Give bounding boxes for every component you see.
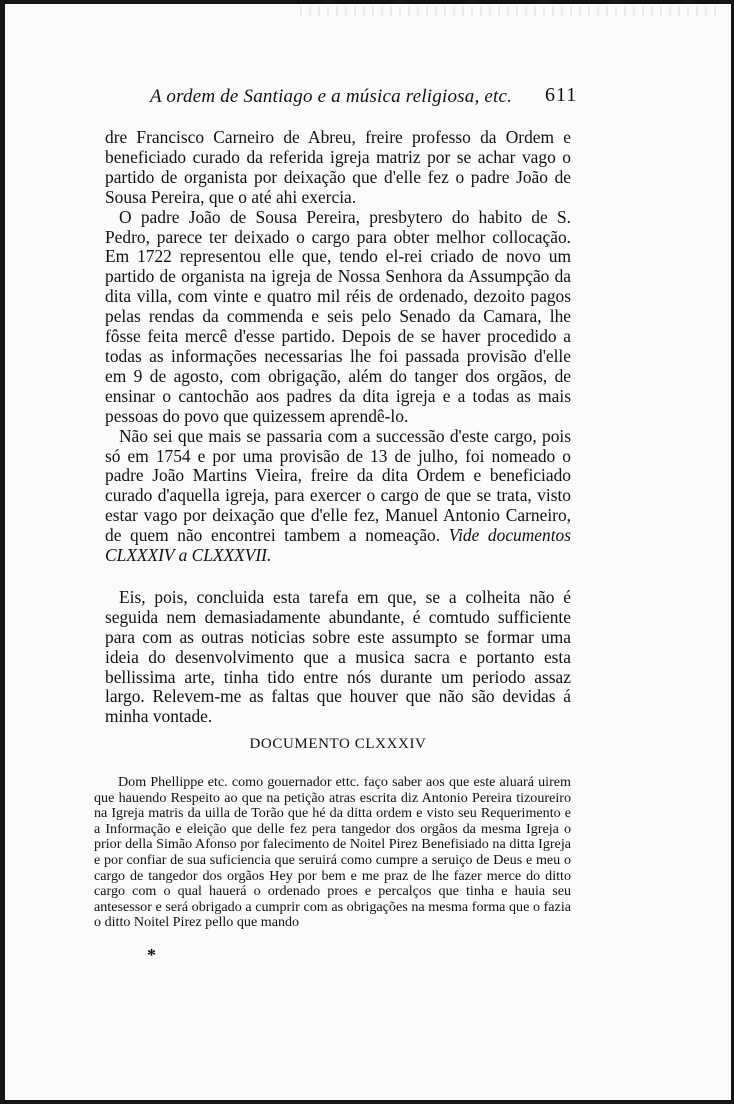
paragraph-spacer [105,566,571,588]
document-transcription [94,775,571,931]
paragraph-continuation: dre Francisco Carneiro de Abreu, freire professo da Ordem e beneficiado curado da referida igreja matriz por se achar vago o partido de organista por deixação que d'elle fez o padre João de Sousa Pereira, que o até ahi exercia. [105,127,571,207]
paragraph-text: Não sei que mais se passaria com a successão d'este cargo, pois só em 1754 e por uma provisão de 13 de julho, foi nomeado o padre João Martins Vieira, freire da dita Ordem e beneficiado curado d'aquella igreja, para exercer o cargo de que se trata, visto estar vago por deixação que d'elle fez, Manuel Antonio Carneiro, de quem não encontrei tambem a nomeação. [105,425,571,546]
scan-noise [300,6,720,16]
document-heading: DOCUMENTO CLXXXIV [249,736,427,752]
body-text [105,128,571,727]
scan-border-top [0,0,734,4]
document-paragraph: Dom Phellippe etc. como gouernador ettc. faço saber aos que este aluará uirem que hauendo Respeito ao que na petição atras escrita diz Antonio Pereira tizoureiro na Igreja matris da uilla de Torão que hé da ditta ordem e visto seu Requerimento e a Informação e eleição que delle fez pera tangedor dos orgãos da mesma Igreja o prior della Simão Afonso por falecimento de Noitel Pirez Benefisiado na ditta Igreja e por confiar de sua suficiencia que seruirá como cumpre a seruiço de Deus e meu o cargo de tangedor dos orgãos Hey por bem e me praz de lhe fazer merce do ditto cargo com o qual hauerá o ordenado proes e percalços que tinha e hauia seu antesessor e será obrigado a cumprir com as obrigações na mesma forma que o fazia o ditto Noitel Pirez pello que mando [94,774,571,931]
paragraph-with-reference [105,427,571,566]
scan-border-bottom [0,1100,734,1104]
closing-paragraph: Eis, pois, concluida esta tarefa em que, se a colheita não é seguida nem demasiadamente abundante, é comtudo sufficiente para com as outras noticias sobre este assumpto se formar uma ideia do desenvolvimento que a musica sacra e portanto esta bellissima arte, tinha tido entre nós durante um periodo assaz largo. Relevem-me as faltas que houver que não são devidas á minha vontade. [105,586,571,727]
running-title: A ordem de Santiago e a música religiosa, etc. [150,86,513,107]
scan-border-left [0,0,5,1104]
page-number: 611 [545,84,578,106]
paragraph: O padre João de Sousa Pereira, presbytero do habito de S. Pedro, parece ter deixado o cargo para obter melhor collocação. Em 1722 representou elle que, tendo el-rei criado de novo um partido de organista na igreja de Nossa Senhora da Assumpção da dita villa, com vinte e quatro mil réis de ordenado, dezoito pagos pelas rendas da commenda e seis pelo Senado da Camara, lhe fôsse feita mercê d'esse partido. Depois de se haver procedido a todas as informações necessarias lhe foi passada provisão d'elle em 9 de agosto, com obrigação, além do tanger dos orgãos, de ensinar o cantochão aos padres da dita igreja e a todas as mais pessoas do povo que quizessem aprendê-lo. [105,206,571,426]
document-reference: Vide documentos CLXXXIV a CLXXXVII. [105,525,571,566]
footnote-mark: * [147,945,156,965]
